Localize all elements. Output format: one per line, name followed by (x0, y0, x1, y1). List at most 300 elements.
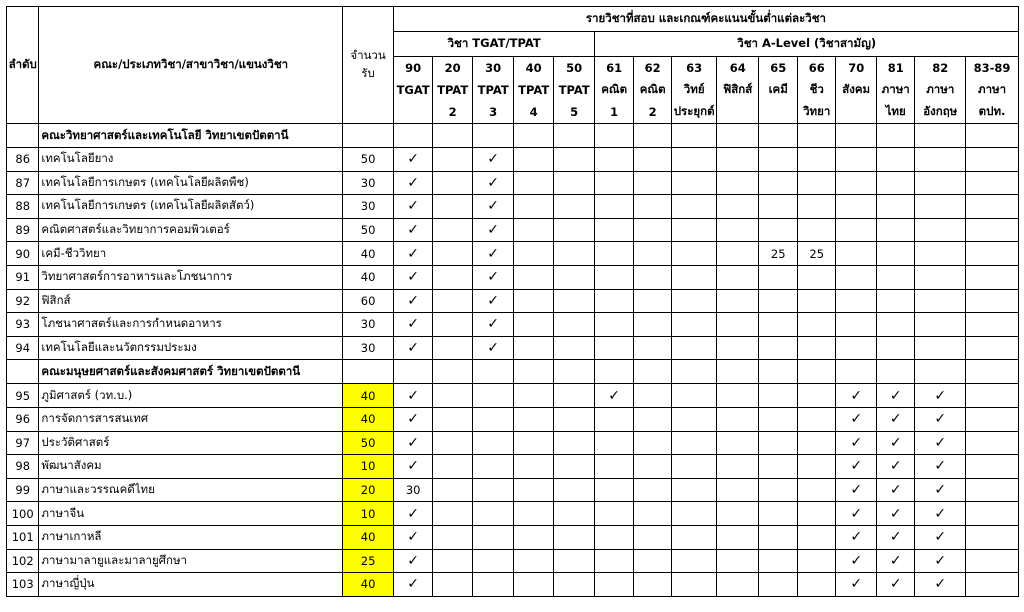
check-mark-cell: ✓ (915, 431, 966, 455)
subject-label-line2: 2 (633, 101, 671, 124)
table-row (7, 148, 1019, 172)
empty-cell (595, 124, 633, 148)
empty-cell (836, 171, 877, 195)
empty-cell (595, 455, 633, 479)
check-mark-cell: ✓ (915, 525, 966, 549)
empty-cell (472, 525, 514, 549)
faculty-header: คณะ/ประเภทวิชา/สาขาวิชา/แขนงวิชา (39, 7, 343, 124)
subject-code: 70 (836, 57, 877, 80)
check-mark-cell: ✓ (393, 502, 433, 526)
empty-cell (759, 478, 797, 502)
empty-cell (553, 336, 595, 360)
empty-cell (716, 242, 759, 266)
empty-cell (633, 148, 671, 172)
empty-cell (514, 573, 554, 597)
subject-label: ภาษา (966, 79, 1019, 101)
empty-cell (716, 525, 759, 549)
subject-code: 50 (553, 57, 595, 80)
empty-cell (915, 289, 966, 313)
empty-cell (393, 360, 433, 384)
empty-cell (797, 195, 835, 219)
empty-cell (915, 313, 966, 337)
empty-cell (433, 148, 473, 172)
subject-code: 83-89 (966, 57, 1019, 80)
empty-cell (915, 218, 966, 242)
empty-cell (393, 124, 433, 148)
check-mark-cell: ✓ (876, 525, 914, 549)
program-name-cell: เทคโนโลยีการเกษตร (เทคโนโลยีผลิตพืช) (39, 171, 343, 195)
empty-cell (672, 407, 717, 431)
subject-code: 65 (759, 57, 797, 80)
program-name-cell: ภาษาจีน (39, 502, 343, 526)
program-name-cell: โภชนาศาสตร์และการกำหนดอาหาร (39, 313, 343, 337)
empty-cell (553, 171, 595, 195)
empty-cell (633, 549, 671, 573)
check-mark-cell: ✓ (915, 573, 966, 597)
empty-cell (514, 313, 554, 337)
empty-cell (595, 360, 633, 384)
empty-cell (433, 478, 473, 502)
empty-cell (633, 265, 671, 289)
table-row (7, 313, 1019, 337)
empty-cell (876, 242, 914, 266)
empty-cell (966, 313, 1019, 337)
empty-cell (716, 573, 759, 597)
check-mark-cell: ✓ (472, 336, 514, 360)
check-mark-cell: ✓ (472, 313, 514, 337)
empty-cell (633, 313, 671, 337)
check-mark-cell: ✓ (595, 384, 633, 408)
order-cell: 103 (7, 573, 39, 597)
empty-cell (716, 478, 759, 502)
empty-cell (716, 171, 759, 195)
empty-cell (472, 124, 514, 148)
seats-cell: 40 (343, 407, 394, 431)
table-row (7, 384, 1019, 408)
empty-cell (672, 336, 717, 360)
seats-cell: 30 (343, 195, 394, 219)
table-row (7, 171, 1019, 195)
subject-label: คณิต (633, 79, 671, 101)
empty-cell (433, 195, 473, 219)
empty-cell (797, 124, 835, 148)
empty-cell (876, 171, 914, 195)
empty-cell (433, 455, 473, 479)
empty-cell (876, 313, 914, 337)
empty-cell (672, 148, 717, 172)
empty-cell (759, 502, 797, 526)
seats-cell: 50 (343, 431, 394, 455)
empty-cell (672, 502, 717, 526)
check-mark-cell: ✓ (876, 502, 914, 526)
order-cell: 101 (7, 525, 39, 549)
order-cell: 90 (7, 242, 39, 266)
table-row (7, 502, 1019, 526)
empty-cell (595, 336, 633, 360)
empty-cell (672, 313, 717, 337)
order-cell: 95 (7, 384, 39, 408)
empty-cell (472, 384, 514, 408)
check-mark-cell: ✓ (472, 148, 514, 172)
empty-cell (595, 407, 633, 431)
empty-cell (759, 525, 797, 549)
subject-label-line2 (716, 101, 759, 124)
empty-cell (672, 549, 717, 573)
check-mark-cell: ✓ (393, 171, 433, 195)
empty-cell (797, 407, 835, 431)
check-mark-cell: ✓ (915, 478, 966, 502)
program-name-cell: เทคโนโลยีการเกษตร (เทคโนโลยีผลิตสัตว์) (39, 195, 343, 219)
empty-cell (716, 289, 759, 313)
empty-cell (716, 407, 759, 431)
subject-label-line2: อังกฤษ (915, 101, 966, 124)
empty-cell (797, 549, 835, 573)
empty-cell (514, 171, 554, 195)
order-header: ลำดับ (7, 7, 39, 124)
program-name-cell: ภาษาเกาหลี (39, 525, 343, 549)
empty-cell (966, 265, 1019, 289)
table-row (7, 407, 1019, 431)
empty-cell (966, 171, 1019, 195)
empty-cell (514, 242, 554, 266)
subject-label-line2: วิทยา (797, 101, 835, 124)
empty-cell (966, 336, 1019, 360)
empty-cell (759, 360, 797, 384)
empty-cell (433, 242, 473, 266)
empty-cell (915, 148, 966, 172)
subject-label: วิทย์ (672, 79, 717, 101)
program-name-cell: ภาษาญี่ปุ่น (39, 573, 343, 597)
check-mark-cell: ✓ (393, 549, 433, 573)
empty-cell (553, 265, 595, 289)
section-title: คณะมนุษยศาสตร์และสังคมศาสตร์ วิทยาเขตปัตตานี (39, 360, 343, 384)
empty-cell (672, 218, 717, 242)
program-name-cell: ประวัติศาสตร์ (39, 431, 343, 455)
seats-cell: 40 (343, 265, 394, 289)
order-cell: 87 (7, 171, 39, 195)
empty-cell (595, 478, 633, 502)
subject-label-line2: ประยุกต์ (672, 101, 717, 124)
empty-cell (553, 573, 595, 597)
order-cell: 98 (7, 455, 39, 479)
empty-cell (633, 195, 671, 219)
empty-cell (433, 384, 473, 408)
empty-cell (836, 360, 877, 384)
seats-header-line2: รับ (361, 66, 375, 80)
tgat-tpat-group-header: วิชา TGAT/TPAT (393, 32, 595, 57)
empty-cell (633, 455, 671, 479)
alevel-group-header: วิชา A-Level (วิชาสามัญ) (595, 32, 1019, 57)
empty-cell (553, 549, 595, 573)
empty-cell (472, 431, 514, 455)
empty-cell (633, 525, 671, 549)
empty-cell (672, 360, 717, 384)
empty-cell (915, 195, 966, 219)
check-mark-cell: ✓ (836, 525, 877, 549)
empty-cell (966, 195, 1019, 219)
empty-cell (514, 384, 554, 408)
table-row (7, 549, 1019, 573)
order-cell: 99 (7, 478, 39, 502)
subject-code: 61 (595, 57, 633, 80)
empty-cell (433, 573, 473, 597)
check-mark-cell: ✓ (915, 384, 966, 408)
empty-cell (716, 360, 759, 384)
empty-cell (595, 549, 633, 573)
empty-cell (514, 455, 554, 479)
empty-cell (876, 336, 914, 360)
empty-cell (595, 289, 633, 313)
subject-label-line2 (759, 101, 797, 124)
empty-cell (716, 218, 759, 242)
section-seats-cell (343, 124, 394, 148)
min-score-cell: 30 (393, 478, 433, 502)
subject-label-line2: 5 (553, 101, 595, 124)
subject-code: 40 (514, 57, 554, 80)
empty-cell (797, 171, 835, 195)
check-mark-cell: ✓ (472, 289, 514, 313)
section-row (7, 124, 1019, 148)
empty-cell (672, 573, 717, 597)
empty-cell (797, 455, 835, 479)
check-mark-cell: ✓ (393, 525, 433, 549)
empty-cell (553, 525, 595, 549)
empty-cell (633, 289, 671, 313)
empty-cell (672, 265, 717, 289)
empty-cell (759, 195, 797, 219)
check-mark-cell: ✓ (836, 502, 877, 526)
empty-cell (836, 148, 877, 172)
empty-cell (672, 431, 717, 455)
empty-cell (514, 148, 554, 172)
section-title: คณะวิทยาศาสตร์และเทคโนโลยี วิทยาเขตปัตตานี (39, 124, 343, 148)
table-row (7, 289, 1019, 313)
empty-cell (433, 336, 473, 360)
empty-cell (472, 407, 514, 431)
empty-cell (595, 431, 633, 455)
table-row (7, 478, 1019, 502)
empty-cell (514, 549, 554, 573)
empty-cell (633, 407, 671, 431)
empty-cell (759, 265, 797, 289)
check-mark-cell: ✓ (836, 573, 877, 597)
subject-code: 90 (393, 57, 433, 80)
empty-cell (514, 478, 554, 502)
order-cell: 97 (7, 431, 39, 455)
empty-cell (595, 313, 633, 337)
table-row (7, 336, 1019, 360)
empty-cell (633, 171, 671, 195)
empty-cell (672, 478, 717, 502)
empty-cell (514, 431, 554, 455)
empty-cell (836, 313, 877, 337)
check-mark-cell: ✓ (472, 171, 514, 195)
subject-label: TPAT (514, 79, 554, 101)
section-seats-cell (343, 360, 394, 384)
empty-cell (595, 171, 633, 195)
empty-cell (759, 384, 797, 408)
empty-cell (553, 195, 595, 219)
check-mark-cell: ✓ (393, 431, 433, 455)
check-mark-cell: ✓ (915, 502, 966, 526)
program-name-cell: ฟิสิกส์ (39, 289, 343, 313)
empty-cell (797, 313, 835, 337)
empty-cell (472, 360, 514, 384)
empty-cell (633, 431, 671, 455)
subject-label: TGAT (393, 79, 433, 101)
empty-cell (716, 549, 759, 573)
empty-cell (595, 242, 633, 266)
empty-cell (966, 218, 1019, 242)
empty-cell (553, 431, 595, 455)
seats-cell: 30 (343, 313, 394, 337)
empty-cell (433, 431, 473, 455)
seats-cell: 40 (343, 525, 394, 549)
empty-cell (966, 455, 1019, 479)
empty-cell (876, 218, 914, 242)
subjects-header: รายวิชาที่สอบ และเกณฑ์คะแนนขั้นต่ำแต่ละวิชา (393, 7, 1018, 32)
empty-cell (433, 407, 473, 431)
empty-cell (514, 289, 554, 313)
empty-cell (672, 171, 717, 195)
empty-cell (633, 384, 671, 408)
empty-cell (797, 360, 835, 384)
check-mark-cell: ✓ (915, 455, 966, 479)
empty-cell (553, 455, 595, 479)
order-cell: 89 (7, 218, 39, 242)
check-mark-cell: ✓ (915, 407, 966, 431)
empty-cell (633, 124, 671, 148)
empty-cell (797, 573, 835, 597)
empty-cell (514, 124, 554, 148)
subject-label: ฟิสิกส์ (716, 79, 759, 101)
subject-label: ภาษา (915, 79, 966, 101)
empty-cell (966, 289, 1019, 313)
empty-cell (876, 148, 914, 172)
empty-cell (595, 148, 633, 172)
empty-cell (759, 313, 797, 337)
empty-cell (797, 218, 835, 242)
empty-cell (433, 313, 473, 337)
table-row (7, 573, 1019, 597)
empty-cell (797, 336, 835, 360)
check-mark-cell: ✓ (876, 431, 914, 455)
empty-cell (966, 502, 1019, 526)
empty-cell (716, 195, 759, 219)
order-cell: 100 (7, 502, 39, 526)
order-cell: 86 (7, 148, 39, 172)
check-mark-cell: ✓ (393, 265, 433, 289)
empty-cell (836, 265, 877, 289)
order-cell: 96 (7, 407, 39, 431)
subject-label: ชีว (797, 79, 835, 101)
empty-cell (876, 124, 914, 148)
empty-cell (797, 478, 835, 502)
empty-cell (836, 195, 877, 219)
empty-cell (716, 336, 759, 360)
empty-cell (836, 218, 877, 242)
program-name-cell: เคมี-ชีววิทยา (39, 242, 343, 266)
check-mark-cell: ✓ (393, 195, 433, 219)
empty-cell (553, 148, 595, 172)
empty-cell (797, 502, 835, 526)
subject-code: 82 (915, 57, 966, 80)
empty-cell (966, 431, 1019, 455)
empty-cell (553, 289, 595, 313)
empty-cell (797, 525, 835, 549)
check-mark-cell: ✓ (836, 549, 877, 573)
empty-cell (797, 148, 835, 172)
min-score-cell: 25 (759, 242, 797, 266)
empty-cell (836, 289, 877, 313)
empty-cell (836, 242, 877, 266)
subject-code: 20 (433, 57, 473, 80)
empty-cell (433, 124, 473, 148)
program-name-cell: เทคโนโลยียาง (39, 148, 343, 172)
subject-code: 63 (672, 57, 717, 80)
check-mark-cell: ✓ (393, 313, 433, 337)
empty-cell (966, 148, 1019, 172)
empty-cell (472, 455, 514, 479)
program-name-cell: คณิตศาสตร์และวิทยาการคอมพิวเตอร์ (39, 218, 343, 242)
subject-label: เคมี (759, 79, 797, 101)
empty-cell (633, 242, 671, 266)
order-cell: 102 (7, 549, 39, 573)
subject-label: TPAT (433, 79, 473, 101)
table-row (7, 242, 1019, 266)
empty-cell (759, 573, 797, 597)
empty-cell (759, 455, 797, 479)
check-mark-cell: ✓ (393, 218, 433, 242)
empty-cell (553, 384, 595, 408)
empty-cell (553, 478, 595, 502)
table-row (7, 218, 1019, 242)
subject-label-line2: 2 (433, 101, 473, 124)
program-name-cell: เทคโนโลยีและนวัตกรรมประมง (39, 336, 343, 360)
empty-cell (966, 573, 1019, 597)
empty-cell (672, 384, 717, 408)
empty-cell (797, 289, 835, 313)
check-mark-cell: ✓ (876, 478, 914, 502)
empty-cell (759, 124, 797, 148)
empty-cell (716, 124, 759, 148)
empty-cell (716, 384, 759, 408)
empty-cell (966, 549, 1019, 573)
subject-label: ภาษา (876, 79, 914, 101)
order-cell: 92 (7, 289, 39, 313)
order-cell: 94 (7, 336, 39, 360)
min-score-cell: 25 (797, 242, 835, 266)
section-order-cell (7, 360, 39, 384)
empty-cell (433, 218, 473, 242)
empty-cell (716, 265, 759, 289)
empty-cell (433, 265, 473, 289)
empty-cell (759, 218, 797, 242)
empty-cell (595, 265, 633, 289)
empty-cell (633, 502, 671, 526)
empty-cell (553, 242, 595, 266)
empty-cell (553, 407, 595, 431)
subject-label-line2: 1 (595, 101, 633, 124)
empty-cell (672, 525, 717, 549)
check-mark-cell: ✓ (915, 549, 966, 573)
empty-cell (472, 478, 514, 502)
empty-cell (759, 171, 797, 195)
empty-cell (553, 360, 595, 384)
empty-cell (915, 265, 966, 289)
table-row (7, 195, 1019, 219)
empty-cell (514, 525, 554, 549)
